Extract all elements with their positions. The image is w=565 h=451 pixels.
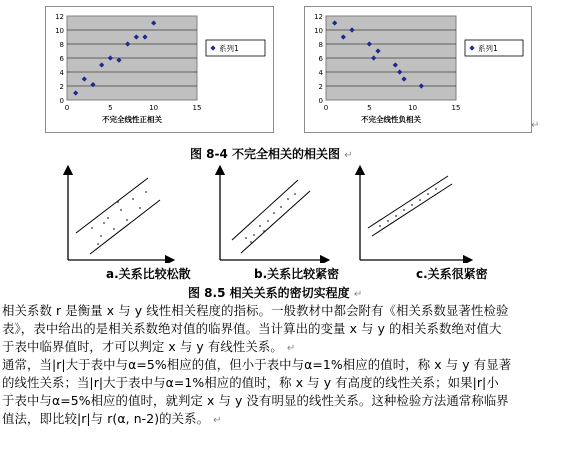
diagram-band-line xyxy=(76,178,148,233)
y-tick-label: 0 xyxy=(318,97,323,105)
diagram-band-line xyxy=(368,176,448,228)
body-line: 表》，表中给出的是相关系数绝对值的临界值。当计算出的变量 x 与 y 的相关系数绝对值大 xyxy=(2,321,502,336)
x-axis-label: 不完全线性正相关 xyxy=(102,115,162,124)
diagram-band-line xyxy=(372,184,452,236)
x-axis-label: 不完全线性负相关 xyxy=(361,115,421,124)
y-tick-label: 2 xyxy=(59,83,64,91)
y-tick-label: 10 xyxy=(314,27,323,35)
paragraph-mark: ↵ xyxy=(353,289,363,300)
correlation-diagrams xyxy=(0,158,565,263)
y-tick-label: 4 xyxy=(318,69,323,77)
y-tick-label: 0 xyxy=(59,97,64,105)
legend-label: 系列1 xyxy=(219,44,239,53)
y-tick-label: 12 xyxy=(314,13,323,21)
y-tick-label: 4 xyxy=(59,69,64,77)
x-tick-label: 15 xyxy=(192,104,202,112)
diagram-label-c: c.关系很紧密 xyxy=(416,267,488,281)
x-tick-label: 15 xyxy=(451,104,461,112)
scatter-chart-negative-svg xyxy=(305,7,531,132)
y-tick-label: 6 xyxy=(59,55,64,63)
scatter-chart-negative xyxy=(304,6,532,133)
x-tick-label: 0 xyxy=(64,104,70,112)
diagram-label-b: b.关系比较紧密 xyxy=(254,267,340,281)
x-tick-label: 10 xyxy=(408,104,418,112)
diagram-loose xyxy=(68,170,170,260)
scatter-chart-positive-svg xyxy=(46,7,273,132)
paragraph-mark: ↵ xyxy=(531,120,540,131)
paragraph-mark: ↵ xyxy=(213,415,222,426)
figure-caption-text: 图 8-4 不完全相关的相关图 xyxy=(190,147,341,161)
y-tick-label: 6 xyxy=(318,55,323,63)
scatter-chart-positive xyxy=(45,6,274,133)
diagram-fairly-close xyxy=(220,170,325,260)
x-tick-label: 10 xyxy=(149,104,159,112)
diagram-points xyxy=(379,188,437,227)
y-tick-label: 2 xyxy=(318,83,323,91)
body-line xyxy=(2,338,295,358)
body-line xyxy=(2,410,222,430)
y-tick-label: 8 xyxy=(318,41,323,49)
figure-caption-8-5 xyxy=(188,284,362,301)
body-line: 通常，当|r|大于表中与α=5%相应的值，但小于表中与α=1%相应的值时，称 x 与 y 有显著 xyxy=(2,357,512,372)
diagram-points xyxy=(245,193,296,243)
y-tick-label: 12 xyxy=(55,13,64,21)
body-line-text: 值法，即比较|r|与 r(α, n-2)的关系。 xyxy=(2,411,210,426)
diagram-points xyxy=(91,191,147,245)
paragraph-mark: ↵ xyxy=(286,343,296,354)
x-tick-label: 5 xyxy=(367,104,372,112)
diagram-very-close xyxy=(360,170,468,260)
paragraph-mark: ↵ xyxy=(344,150,353,161)
body-line: 于表中与α=5%相应的值时，就判定 x 与 y 没有明显的线性关系。这种检验方法通常称临界 xyxy=(2,393,509,408)
body-line-text: 于表中临界值时，才可以判定 x 与 y 有线性关系。 xyxy=(2,339,283,354)
x-tick-label: 0 xyxy=(323,104,329,112)
legend-label: 系列1 xyxy=(478,44,498,53)
diagram-band-line xyxy=(90,200,160,254)
diagram-label-a: a.关系比较松散 xyxy=(106,267,191,281)
figure-caption-text: 图 8.5 相关关系的密切实程度 xyxy=(188,286,350,300)
y-tick-label: 8 xyxy=(59,41,64,49)
y-tick-label: 10 xyxy=(55,27,64,35)
body-line: 的线性关系；当|r|大于表中与α=1%相应的值时，称 x 与 y 有高度的线性关系；如果|r|小 xyxy=(2,375,499,390)
body-line: 相关系数 r 是衡量 x 与 y 线性相关程度的指标。一般教材中都会附有《相关系数显著性检验 xyxy=(2,303,509,318)
x-tick-label: 5 xyxy=(108,104,113,112)
